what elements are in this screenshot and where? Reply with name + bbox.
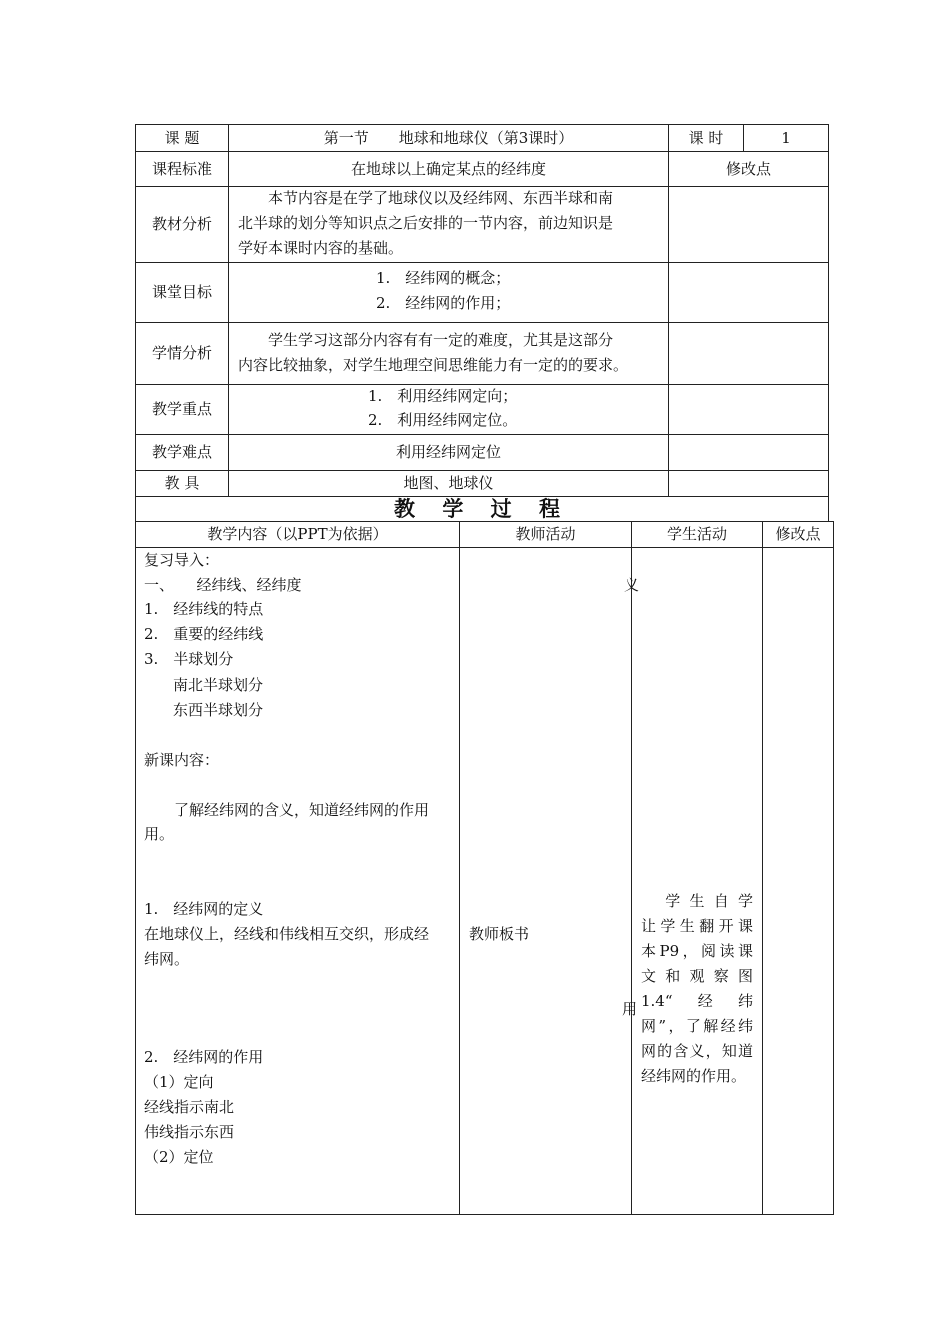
process-title: 教 学 过 程	[394, 496, 570, 521]
stray-char: 义	[624, 576, 640, 594]
student-activity-line: 文和观察图	[641, 967, 753, 985]
review-subitem: 东西半球划分	[173, 701, 264, 719]
definition-line: 纬网。	[144, 950, 190, 968]
usage-line: （1）定向	[144, 1073, 214, 1091]
goal-item: 1. 经纬网的概念；	[376, 269, 511, 287]
students-line: 学生学习这部分内容有有一定的难度，尤其是这部分	[238, 331, 614, 349]
learning-goal-line: 用。	[144, 825, 175, 843]
definition-line: 在地球仪上，经线和伟线相互交织，形成经	[144, 925, 430, 943]
stray-char: 用	[622, 1000, 638, 1018]
student-activity-line: 学生自学	[641, 892, 753, 910]
col-header-revision: 修改点	[775, 525, 821, 543]
new-content-title: 新课内容：	[144, 751, 220, 769]
standard-value: 在地球以上确定某点的经纬度	[350, 159, 546, 178]
teacher-activity: 教师板书	[469, 925, 530, 943]
key-points-label: 教学重点	[151, 400, 212, 418]
usage-line: （2）定位	[144, 1148, 214, 1166]
student-activity-line: 经纬网的作用。	[641, 1067, 747, 1085]
revision-notes-header: 修改点	[725, 159, 771, 178]
hours-label: 课 时	[688, 128, 724, 147]
topic-value: 第一节 地球和地球仪（第3课时）	[323, 128, 574, 147]
material-line: 北半球的划分等知识点之后安排的一节内容，前边知识是	[238, 214, 614, 232]
tools-value: 地图、地球仪	[403, 474, 494, 492]
learning-goal-line: 了解经纬网的含义，知道经纬网的作用	[144, 801, 430, 819]
student-activity-line: 让学生翻开课	[641, 917, 753, 935]
student-activity-line: 本P9，阅读课	[641, 942, 753, 960]
usage-line: 经线指示南北	[144, 1098, 235, 1116]
usage-title: 2. 经纬网的作用	[144, 1048, 264, 1066]
topic-label: 课 题	[164, 128, 200, 147]
key-point-item: 2. 利用经纬网定位。	[368, 411, 518, 429]
students-line: 内容比较抽象，对学生地理空间思维能力有一定的的要求。	[238, 356, 629, 374]
key-point-item: 1. 利用经纬网定向；	[368, 387, 518, 405]
material-line: 学好本课时内容的基础。	[238, 239, 404, 257]
col-header-student: 学生活动	[666, 525, 727, 543]
goal-item: 2. 经纬网的作用；	[376, 294, 511, 312]
student-activity-line: 网的含义，知道	[641, 1042, 753, 1060]
review-subitem: 南北半球划分	[173, 676, 264, 694]
material-label: 教材分析	[151, 215, 212, 233]
col-header-content: 教学内容（以PPT为依据）	[207, 525, 388, 543]
tools-label: 教 具	[164, 474, 200, 492]
definition-title: 1. 经纬网的定义	[144, 900, 264, 918]
col-header-teacher: 教师活动	[515, 525, 576, 543]
goals-label: 课堂目标	[151, 283, 212, 301]
difficulty-label: 教学难点	[151, 443, 212, 461]
student-activity-line: 网”，了解经纬	[641, 1017, 753, 1035]
review-title: 复习导入：	[144, 551, 220, 569]
review-item: 2. 重要的经纬线	[144, 625, 264, 643]
difficulty-value: 利用经纬网定位	[395, 443, 501, 461]
review-heading: 一、 经纬线、经纬度	[144, 576, 302, 594]
review-item: 3. 半球划分	[144, 650, 234, 668]
student-activity-line: 1.4“ 经 纬	[641, 992, 753, 1010]
students-label: 学情分析	[151, 344, 212, 362]
standard-label: 课程标准	[151, 159, 212, 178]
hours-value: 1	[781, 128, 791, 147]
material-line: 本节内容是在学了地球仪以及经纬网、东西半球和南	[238, 189, 614, 207]
review-item: 1. 经纬线的特点	[144, 600, 264, 618]
usage-line: 伟线指示东西	[144, 1123, 235, 1141]
